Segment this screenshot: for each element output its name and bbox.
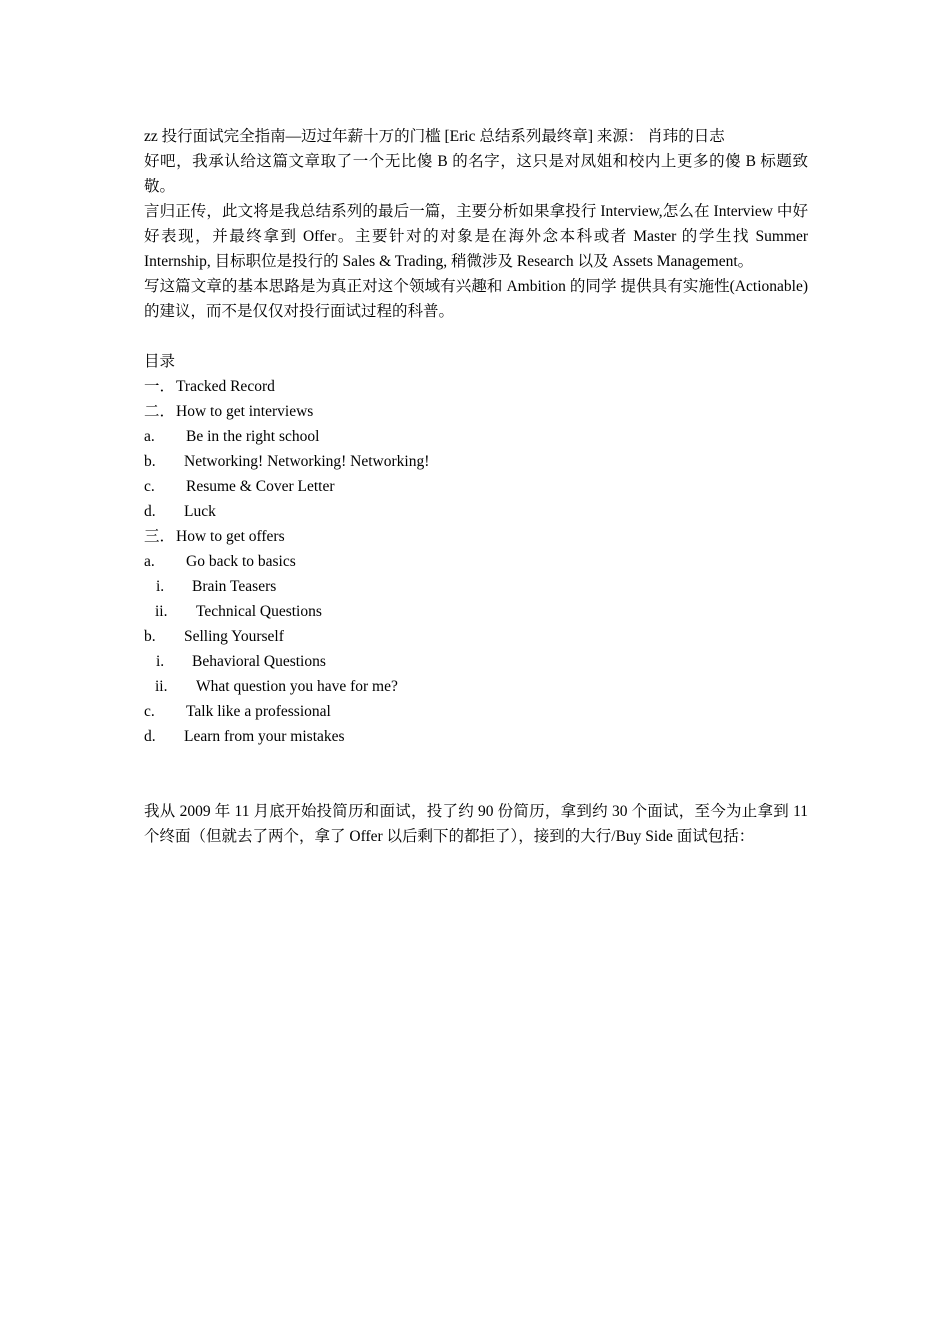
toc-text: Selling Yourself bbox=[184, 628, 284, 645]
toc-item bbox=[144, 399, 808, 424]
intro-paragraph: 好吧，我承认给这篇文章取了一个无比傻 B 的名字，这只是对凤姐和校内上更多的傻 B 标题致敬。 bbox=[144, 153, 808, 195]
toc-marker: c. bbox=[144, 703, 155, 720]
toc-marker: 三． bbox=[144, 528, 176, 545]
toc-marker: i. bbox=[156, 653, 165, 670]
toc-item bbox=[144, 474, 808, 499]
toc-text: Tracked Record bbox=[176, 378, 275, 395]
spacer bbox=[144, 324, 808, 349]
toc-heading bbox=[144, 349, 808, 374]
toc-marker: b. bbox=[144, 628, 156, 645]
toc-item bbox=[144, 724, 808, 749]
toc-text: Networking! Networking! Networking! bbox=[184, 453, 430, 470]
toc-text: Go back to basics bbox=[186, 553, 296, 570]
toc-text: Resume & Cover Letter bbox=[186, 478, 335, 495]
toc-text: Luck bbox=[184, 503, 216, 520]
document-body bbox=[144, 124, 808, 849]
toc-item bbox=[144, 674, 808, 699]
toc-text: Talk like a professional bbox=[186, 703, 331, 720]
toc-text: How to get interviews bbox=[176, 403, 314, 420]
toc-marker: ii. bbox=[155, 603, 168, 620]
toc-item bbox=[144, 624, 808, 649]
toc-marker: a. bbox=[144, 553, 155, 570]
toc-marker: d. bbox=[144, 728, 156, 745]
spacer bbox=[144, 749, 808, 799]
intro-paragraph: 言归正传，此文将是我总结系列的最后一篇，主要分析如果拿投行 Interview,怎么在 Interview 中好好表现，并最终拿到 Offer。主要针对的对象是在海外念本科或者 Master 的学生找 Summer Internship, 目标职位是投行的 Sales & Trading, 稍微涉及 Research 以及 Assets Management。 bbox=[144, 203, 808, 270]
toc-text: Brain Teasers bbox=[192, 578, 277, 595]
toc-marker: 二． bbox=[144, 403, 176, 420]
toc-item bbox=[144, 574, 808, 599]
toc-item bbox=[144, 499, 808, 524]
toc-marker: d. bbox=[144, 503, 156, 520]
toc-marker: a. bbox=[144, 428, 155, 445]
toc-item bbox=[144, 424, 808, 449]
title-line: zz 投行面试完全指南—迈过年薪十万的门槛 [Eric 总结系列最终章] 来源： 肖玮的日志 bbox=[144, 128, 725, 145]
toc-item bbox=[144, 549, 808, 574]
toc-text: Learn from your mistakes bbox=[184, 728, 345, 745]
toc-text: What question you have for me? bbox=[196, 678, 398, 695]
toc-item bbox=[144, 599, 808, 624]
toc-item bbox=[144, 649, 808, 674]
toc-item bbox=[144, 374, 808, 399]
toc-marker: ii. bbox=[155, 678, 168, 695]
toc-item bbox=[144, 449, 808, 474]
toc-item bbox=[144, 524, 808, 549]
toc-item bbox=[144, 699, 808, 724]
toc-text: Behavioral Questions bbox=[192, 653, 326, 670]
intro-paragraph: 写这篇文章的基本思路是为真正对这个领域有兴趣和 Ambition 的同学 提供具有实施性(Actionable)的建议，而不是仅仅对投行面试过程的科普。 bbox=[144, 278, 808, 320]
toc-marker: c. bbox=[144, 478, 155, 495]
toc-heading-text: 目录 bbox=[144, 353, 176, 370]
toc-text: Technical Questions bbox=[196, 603, 322, 620]
body-paragraph: 我从 2009 年 11 月底开始投简历和面试，投了约 90 份简历，拿到约 30 个面试，至今为止拿到 11 个终面（但就去了两个，拿了 Offer 以后剩下的都拒了），接到的大行/Buy Side 面试包括： bbox=[144, 803, 808, 845]
toc-text: Be in the right school bbox=[186, 428, 320, 445]
toc-text: How to get offers bbox=[176, 528, 285, 545]
toc-marker: b. bbox=[144, 453, 156, 470]
toc-marker: 一． bbox=[144, 378, 176, 395]
toc-marker: i. bbox=[156, 578, 165, 595]
